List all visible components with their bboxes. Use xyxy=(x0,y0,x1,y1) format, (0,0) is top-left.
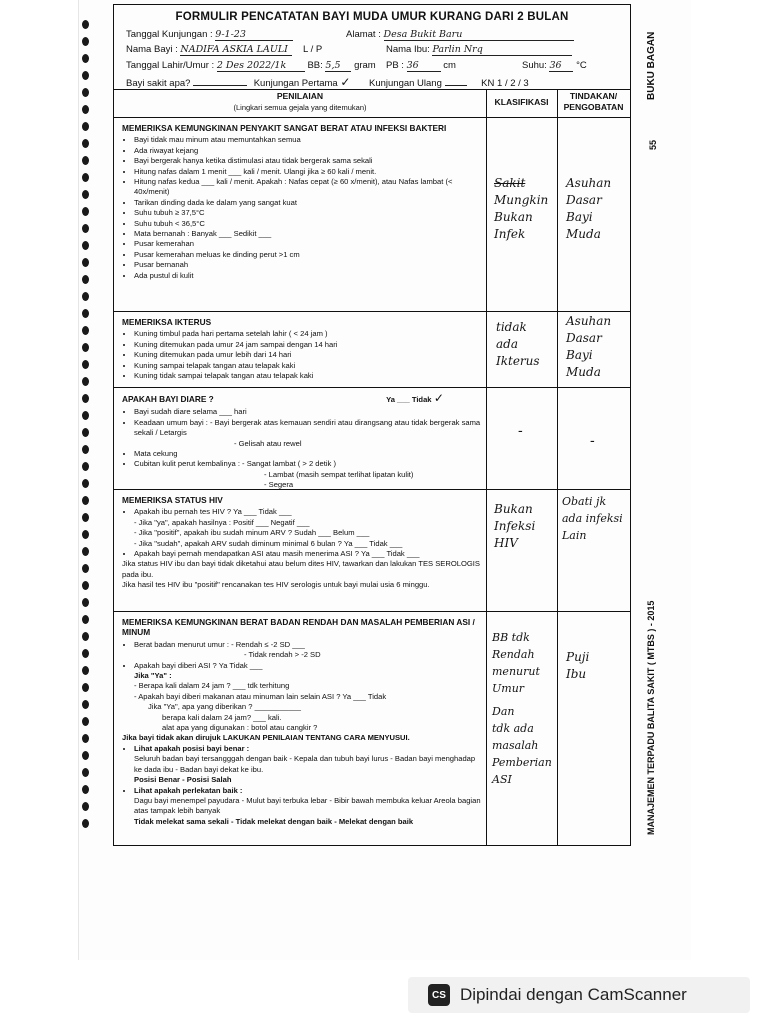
assessment-table xyxy=(114,89,630,845)
header-penilaian: PENILAIAN (Lingkari semua gejala yang ditemukan) xyxy=(233,91,367,112)
kunjungan-pertama-check: ✓ xyxy=(340,75,360,90)
buku-bagan-label: BUKU BAGAN xyxy=(646,31,657,100)
section-infeksi-bakteri: MEMERIKSA KEMUNGKINAN PENYAKIT SANGAT BERAT ATAU INFEKSI BAKTERI • Bayi tidak mau minum atau memuntahkan semua • Ada riwayat kejang • Bayi bergerak hanya ketika distimulasi atau tidak bergerak sama sekali • Hitung nafas dalam 1 menit ___ kali / menit. Ulangi jika ≥ 60 kali / menit. • Hitung nafas kedua ___ kali / menit. Apakah : Nafas cepat (≥ 60 x/menit), atau Nafas lambat (< 40x/menit) • Tarikan dinding dada ke dalam yang sangat kuat • Suhu tubuh ≥ 37,5°C • Suhu tubuh < 36,5°C • Mata bernanah : Banyak ___ Sedikit ___ • Pusar kemerahan • Pusar kemerahan meluas ke dinding perut >1 cm • Pusar bernanah • Ada pustul di kulit xyxy=(122,123,484,281)
suhu-row: Suhu: 36 °C xyxy=(522,60,587,71)
nama-bayi-row: Nama Bayi : NADIFA ASKIA LAULI L / P xyxy=(126,44,323,55)
tanggal-kunjungan-value: 9-1-23 xyxy=(215,29,293,41)
pb-value: 36 xyxy=(407,60,441,72)
pb-row: PB : 36 cm xyxy=(386,60,456,71)
klasifikasi-diare: - xyxy=(518,423,523,439)
tindakan-berat-badan: Puji Ibu xyxy=(566,650,590,681)
binder-holes xyxy=(82,20,96,840)
header-tindakan: TINDAKAN/ PENGOBATAN xyxy=(563,91,624,112)
tanggal-lahir-value: 2 Des 2022/1k xyxy=(217,60,305,72)
camscanner-text: Dipindai dengan CamScanner xyxy=(460,985,687,1004)
kn-value: 1 / 2 / 3 xyxy=(497,78,529,89)
klasifikasi-hiv: Bukan Infeksi HIV xyxy=(494,502,536,550)
header-klasifikasi: KLASIFIKASI xyxy=(494,97,549,107)
nama-ibu-row: Nama Ibu: Parlin Nrq xyxy=(386,44,572,56)
tindakan-infeksi: Asuhan Dasar Bayi Muda xyxy=(566,176,612,241)
klasifikasi-ikterus: tidak ada Ikterus xyxy=(496,320,540,368)
bb-value: 5,5 xyxy=(325,60,351,72)
camscanner-badge xyxy=(408,977,750,1013)
tindakan-diare: - xyxy=(590,433,595,449)
suhu-value: 36 xyxy=(549,60,573,72)
bayi-sakit-row: Bayi sakit apa? Kunjungan Pertama ✓ Kunjungan Ulang KN 1 / 2 / 3 xyxy=(126,75,529,89)
alamat-value: Desa Bukit Baru xyxy=(384,29,574,41)
diare-tidak-check: ✓ xyxy=(433,391,444,405)
page-number: 55 xyxy=(648,139,658,150)
klasifikasi-berat-badan: BB tdk Rendah menurut Umur Dan tdk ada masalah Pemberian ASI xyxy=(492,631,552,786)
tindakan-ikterus: Asuhan Dasar Bayi Muda xyxy=(566,314,612,379)
mtbs-form xyxy=(113,4,631,846)
nama-bayi-value: NADIFA ASKIA LAULI xyxy=(180,44,292,56)
section-berat-badan-asi: MEMERIKSA KEMUNGKINAN BERAT BADAN RENDAH DAN MASALAH PEMBERIAN ASI / MINUM • Berat badan menurut umur : - Rendah ≤ -2 SD ___ - Tidak rendah > -2 SD • Apakah bayi diberi ASI ? Ya Tidak ___ Jika "Ya" : - Berapa kali dalam 24 jam ? ___ tdk terhitung - Apakah bayi diberi makanan atau minuman lain selain ASI ? Ya ___ Tidak Jika "Ya", apa yang diberikan ? ___________ berapa kali dalam 24 jam? ___ kali. alat apa yang digunakan : botol atau cangkir ? Jika bayi tidak akan dirujuk LAKUKAN PENILAIAN TENTANG CARA MENYUSUI. • Lihat apakah posisi bayi benar : Seluruh badan bayi tersangggah dengan baik - Kepala dan tubuh bayi lurus - Badan bayi menghadap ke dada ibu - Badan bayi dekat ke ibu. Posisi Benar - Posisi Salah • Lihat apakah perlekatan baik : Dagu bayi menempel payudara - Mulut bayi terbuka lebar - Bibir bawah membuka keluar Areola bagian atas tampak lebih banyak Tidak melekat sama sekali - Tidak melekat dengan baik - Melekat dengan baik xyxy=(122,617,484,827)
form-title: FORMULIR PENCATATAN BAYI MUDA UMUR KURANG DARI 2 BULAN xyxy=(175,11,569,23)
tanggal-lahir-row: Tanggal Lahir/Umur : 2 Des 2022/1k BB: 5,5 gram xyxy=(126,60,376,71)
section-diare: APAKAH BAYI DIARE ? Ya ___ Tidak ✓ • Bayi sudah diare selama ___ hari • Keadaan umum bayi : - Bayi bergerak atas kemauan sendiri atau dirangsang atau tidak bergerak sama sekali / Letargis - Gelisah atau rewel • Mata cekung • Cubitan kulit perut kembalinya : - Sangat lambat ( > 2 detik ) - Lambat (masih sempat terlihat lipatan kulit) - Segera xyxy=(122,393,484,491)
tindakan-hiv: Obati jk ada infeksi Lain xyxy=(562,495,623,542)
alamat-row: Alamat : Desa Bukit Baru xyxy=(346,29,574,41)
tanggal-kunjungan-row: Tanggal Kunjungan : 9-1-23 xyxy=(126,29,293,41)
camscanner-logo-icon: CS xyxy=(428,984,450,1006)
section-ikterus: MEMERIKSA IKTERUS • Kuning timbul pada hari pertama setelah lahir ( < 24 jam ) • Kuning ditemukan pada umur 24 jam sampai dengan 14 hari • Kuning ditemukan pada umur lebih dari 14 hari • Kuning sampai telapak tangan atau telapak kaki • Kuning tidak sampai telapak tangan atau telapak kaki xyxy=(122,317,484,381)
klasifikasi-infeksi: Sakit Mungkin Bukan Infek xyxy=(494,176,549,241)
section-hiv: MEMERIKSA STATUS HIV • Apakah ibu pernah tes HIV ? Ya ___ Tidak ___ - Jika "ya", apakah hasilnya : Positif ___ Negatif ___ - Jika "positif", apakah ibu sudah minum ARV ? Sudah ___ Belum ___ - Jika "sudah", apakah ARV sudah diminum minimal 6 bulan ? Ya ___ Tidak ___ • Apakah bayi pernah mendapatkan ASI atau masih menerima ASI ? Ya ___ Tidak ___ Jika status HIV ibu dan bayi tidak diketahui atau belum dites HIV, tawarkan dan lakukan TES SEROLOGIS pada ibu. Jika hasil tes HIV ibu "positif" rencanakan tes HIV serologis untuk bayi mulai usia 6 minggu. xyxy=(122,495,484,591)
footer-vertical-text: MANAJEMEN TERPADU BALITA SAKIT ( MTBS ) - 2015 xyxy=(646,600,656,835)
nama-ibu-value: Parlin Nrq xyxy=(432,44,572,56)
